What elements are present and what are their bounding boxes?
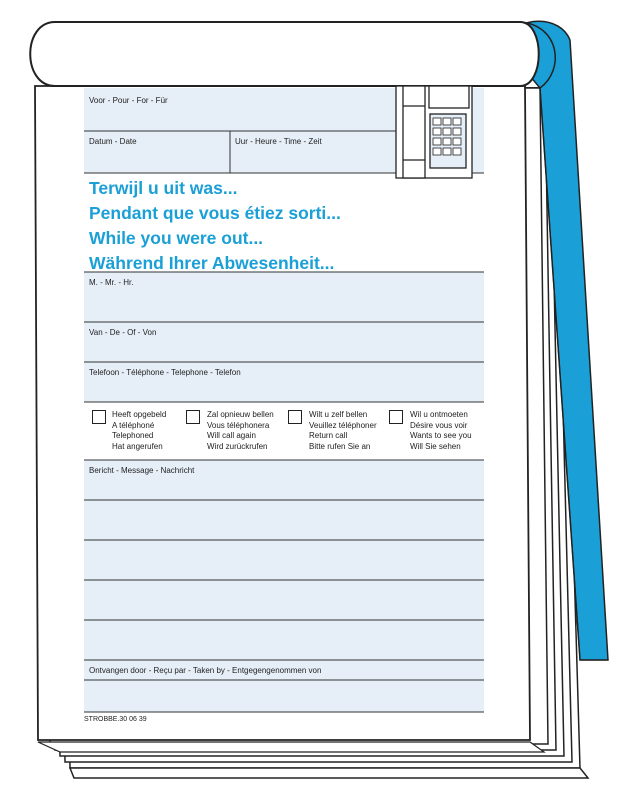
return-call-checkbox[interactable] bbox=[288, 410, 302, 424]
return-call-option-label: Wilt u zelf bellen Veuillez téléphoner Return call Bitte rufen Sie an bbox=[309, 410, 377, 451]
heading-english: While you were out... bbox=[89, 228, 264, 248]
wants-to-see-you-option-label: Wil u ontmoeten Désire vous voir Wants to see you Will Sie sehen bbox=[410, 410, 472, 451]
from-field-label: Van - De - Of - Von bbox=[89, 328, 157, 337]
heading-french: Pendant que vous étiez sorti... bbox=[89, 203, 341, 223]
will-call-again-option-label: Zal opnieuw bellen Vous téléphonera Will call again Wird zurückrufen bbox=[207, 410, 274, 451]
phone-field-label: Telefoon - Téléphone - Telephone - Telefon bbox=[89, 368, 241, 377]
telephone-icon bbox=[396, 86, 472, 178]
will-call-again-checkbox[interactable] bbox=[186, 410, 200, 424]
product-code: STROBBE.30 06 39 bbox=[84, 716, 147, 723]
time-field-label: Uur - Heure - Time - Zeit bbox=[235, 137, 322, 146]
heading-german: Während Ihrer Abwesenheit... bbox=[89, 253, 335, 273]
received-by-field-label: Ontvangen door - Reçu par - Taken by - Entgegengenommen von bbox=[89, 666, 322, 675]
date-field-label: Datum - Date bbox=[89, 137, 137, 146]
for-field-label: Voor - Pour - For - Für bbox=[89, 96, 168, 105]
wants-to-see-you-checkbox[interactable] bbox=[389, 410, 403, 424]
heading-dutch: Terwijl u uit was... bbox=[89, 178, 238, 198]
message-field-label: Bericht - Message - Nachricht bbox=[89, 466, 195, 475]
telephoned-option-label: Heeft opgebeld A téléphoné Telephoned Hat angerufen bbox=[112, 410, 167, 451]
name-field-label: M. - Mr. - Hr. bbox=[89, 278, 134, 287]
telephoned-checkbox[interactable] bbox=[92, 410, 106, 424]
